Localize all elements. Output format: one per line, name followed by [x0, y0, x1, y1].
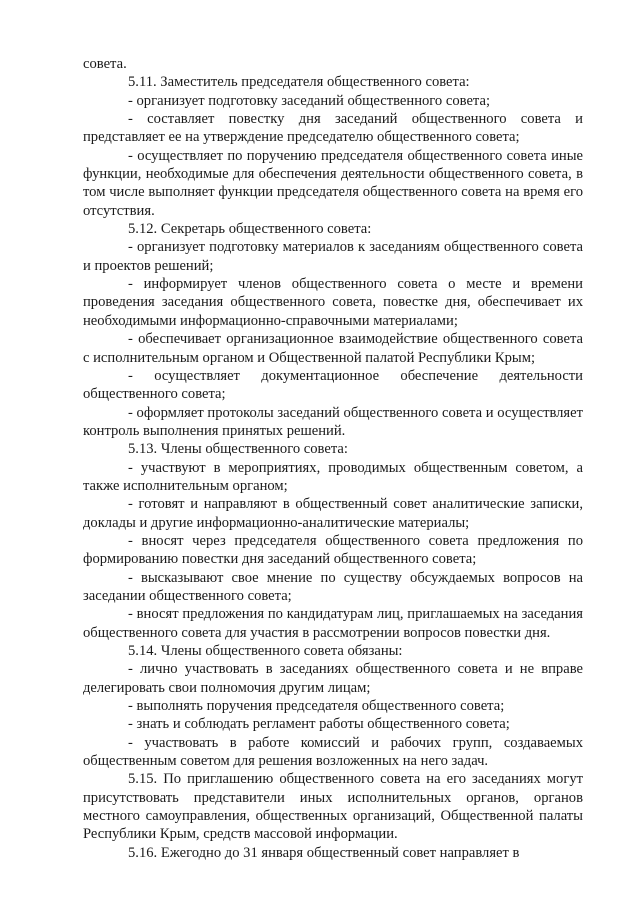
list-item: - информирует членов общественного совета о месте и времени проведения заседания общественного совета, повестке дня, обеспечивает их необходимыми информационно-справочными материалами;: [83, 276, 583, 329]
list-item: - лично участвовать в заседаниях общественного совета и не вправе делегировать свои полномочия другим лицам;: [83, 661, 583, 696]
paragraph-continuation: совета.: [83, 56, 127, 72]
list-item: - осуществляет документационное обеспечение деятельности общественного совета;: [83, 367, 583, 403]
list-item: - составляет повестку дня заседаний общественного совета и представляет ее на утверждение председателю общественного совета;: [83, 111, 583, 146]
list-item: - высказывают свое мнение по существу обсуждаемых вопросов на заседании общественного совета;: [83, 569, 583, 604]
list-item: - вносят через председателя общественного совета предложения по формированию повестки дня заседаний общественного совета;: [83, 532, 583, 568]
clause-5-11-heading: 5.11. Заместитель председателя общественного совета:: [128, 74, 470, 91]
document-body: [83, 55, 583, 862]
clause-5-14-heading: 5.14. Члены общественного совета обязаны:: [128, 643, 403, 659]
list-item: - обеспечивает организационное взаимодействие общественного совета с исполнительным органом и Общественной палатой Республики Крым;: [83, 331, 583, 366]
clause-5-16: 5.16. Ежегодно до 31 января общественный совет направляет в: [128, 844, 520, 861]
list-item: - вносят предложения по кандидатурам лиц, приглашаемых на заседания общественного совета для участия в рассмотрении вопросов повестки дня.: [83, 606, 583, 641]
list-item: - участвуют в мероприятиях, проводимых общественным советом, а также исполнительным органом;: [83, 459, 583, 494]
list-item: - участвовать в работе комиссий и рабочих групп, создаваемых общественным советом для решения возложенных на него задач.: [83, 734, 583, 770]
list-item: - осуществляет по поручению председателя общественного совета иные функции, необходимые для обеспечения деятельности общественного совета, в том числе выполняет функции председателя общественного совета на время его отсутствия.: [83, 147, 583, 219]
clause-5-12-heading: 5.12. Секретарь общественного совета:: [128, 221, 372, 238]
clause-5-15: 5.15. По приглашению общественного совета на его заседаниях могут присутствовать представители иных исполнительных органов, органов местного самоуправления, общественных организаций, Общественной палаты Республики Крым, средств массовой информации.: [83, 771, 583, 843]
list-item: - знать и соблюдать регламент работы общественного совета;: [128, 716, 510, 733]
list-item: - организует подготовку заседаний общественного совета;: [128, 92, 491, 109]
list-item: - оформляет протоколы заседаний общественного совета и осуществляет контроль выполнения принятых решений.: [83, 404, 583, 439]
clause-5-13-heading: 5.13. Члены общественного совета:: [128, 441, 348, 458]
list-item: - организует подготовку материалов к заседаниям общественного совета и проектов решений;: [83, 239, 583, 274]
list-item: - выполнять поручения председателя общественного совета;: [128, 698, 505, 715]
list-item: - готовят и направляют в общественный совет аналитические записки, доклады и другие информационно-аналитические материалы;: [83, 496, 583, 531]
